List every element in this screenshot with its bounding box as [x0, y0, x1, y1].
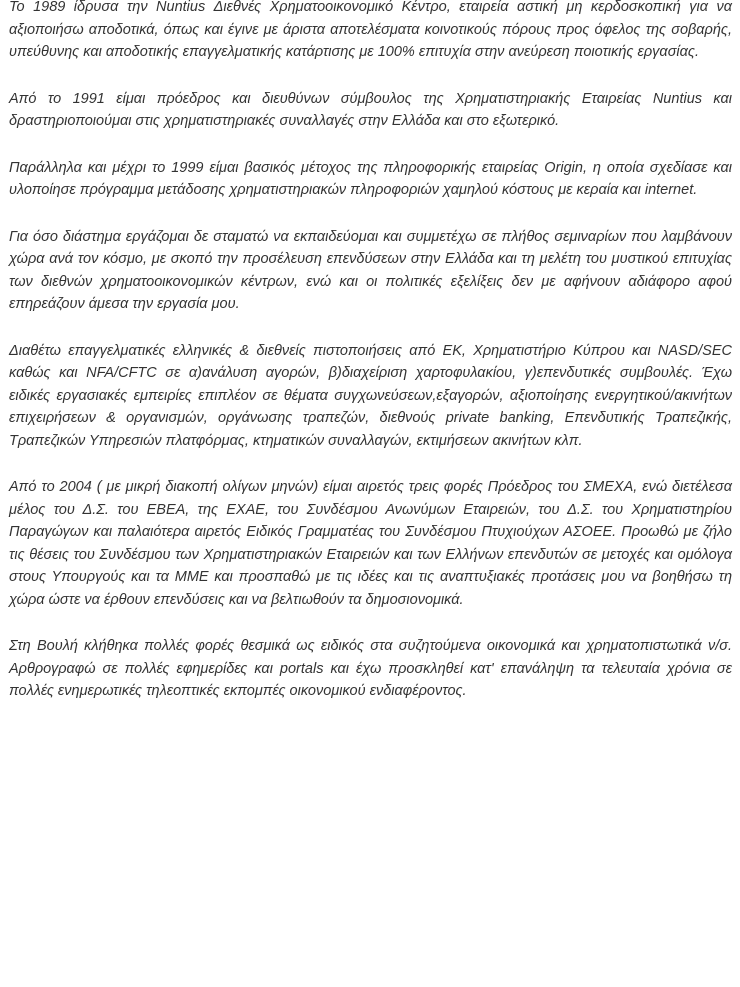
paragraph-nuntius-founding: Το 1989 ίδρυσα την Nuntius Διεθνές Χρηματοοικονομικό Κέντρο, εταιρεία αστική μη κερδοσκοπική για να αξιοποιήσω αποδοτικά, όπως και έγινε με άριστα αποτελέσματα κοινοτικούς πόρους προς όφελος της σοβαρής, υπεύθυνης και αποδοτικής επαγγελματικής κατάρτισης με 100% επιτυχία στην ανεύρεση ποιοτικής εργασίας.: [9, 0, 732, 60]
paragraph-smexa-president: Από το 2004 ( με μικρή διακοπή ολίγων μηνών) είμαι αιρετός τρεις φορές Πρόεδρος του ΣΜΕΧΑ, ενώ διετέλεσα μέλος του Δ.Σ. του ΕΒΕΑ, της ΕΧΑΕ, του Συνδέσμου Ανωνύμων Εταιρειών, του Δ.Σ. του Χρηματιστηρίου Παραγώγων και παλαιότερα αιρετός Ειδικός Γραμματέας του Συνδέσμου Πτυχιούχων ΑΣΟΕΕ. Προωθώ με ζήλο τις θέσεις του Συνδέσμου των Χρηματιστηριακών Εταιρειών και των Ελλήνων επενδυτών σε μετοχές και ομόλογα στους Υπουργούς και τα ΜΜΕ και προσπαθώ με τις ιδέες και τις αναπτυξιακές προτάσεις μου να βοηθήσω τη χώρα ώστε να έρθουν επενδύσεις και να βελτιωθούν τα δημοσιονομικά.: [9, 479, 732, 608]
paragraph-brokerage-ceo: Από το 1991 είμαι πρόεδρος και διευθύνων σύμβουλος της Χρηματιστηριακής Εταιρείας Nuntius και δραστηριοποιούμαι στις χρηματιστηριακές συναλλαγές στην Ελλάδα και στο εξωτερικό.: [9, 90, 732, 129]
paragraph-parliament-media: Στη Βουλή κλήθηκα πολλές φορές θεσμικά ως ειδικός στα συζητούμενα οικονομικά και χρηματοπιστωτικά ν/σ. Αρθρογραφώ σε πολλές εφημερίδες και portals και έχω προσκληθεί κατ' επανάληψη τα τελευταία χρόνια σε πολλές ενημερωτικές τηλεοπτικές εκπομπές οικονομικού ενδιαφέροντος.: [9, 638, 732, 699]
paragraph-certifications: Διαθέτω επαγγελματικές ελληνικές & διεθνείς πιστοποιήσεις από ΕΚ, Χρηματιστήριο Κύπρου και NASD/SEC καθώς και NFA/CFTC σε α)ανάλυση αγορών, β)διαχείριση χαρτοφυλακίου, γ)επενδυτικές συμβουλές. Έχω ειδικές εργασιακές εμπειρίες επιπλέον σε θέματα συγχωνεύσεων,εξαγορών, αξιοποίησης ενεργητικού/ακινήτων επιχειρήσεων & οργανισμών, οργάνωσης τραπεζών, διεθνούς private banking, Επενδυτικής Τραπεζικής, Τραπεζικών Υπηρεσιών πλατφόρμας, κτηματικών συναλλαγών, εκτιμήσεων ακινήτων κλπ.: [9, 342, 732, 449]
paragraph-origin-shareholder: Παράλληλα και μέχρι το 1999 είμαι βασικός μέτοχος της πληροφορικής εταιρείας Origin, η οποία σχεδίασε και υλοποίησε πρόγραμμα μετάδοσης χρηματιστηριακών πληροφοριών χαμηλού κόστους με κεραία και internet.: [9, 159, 732, 198]
paragraph-seminars: Για όσο διάστημα εργάζομαι δε σταματώ να εκπαιδεύομαι και συμμετέχω σε πλήθος σεμιναρίων που λαμβάνουν χώρα ανά τον κόσμο, με σκοπό την προσέλευση επενδύσεων στην Ελλάδα και τη μελέτη του μυστικού επιτυχίας των διεθνών χρηματοοικονομικών κέντρων, ενώ και οι πολιτικές εξελίξεις δεν με αφήνουν αδιάφορο αφού επηρεάζουν άμεσα την εργασία μου.: [9, 228, 732, 312]
